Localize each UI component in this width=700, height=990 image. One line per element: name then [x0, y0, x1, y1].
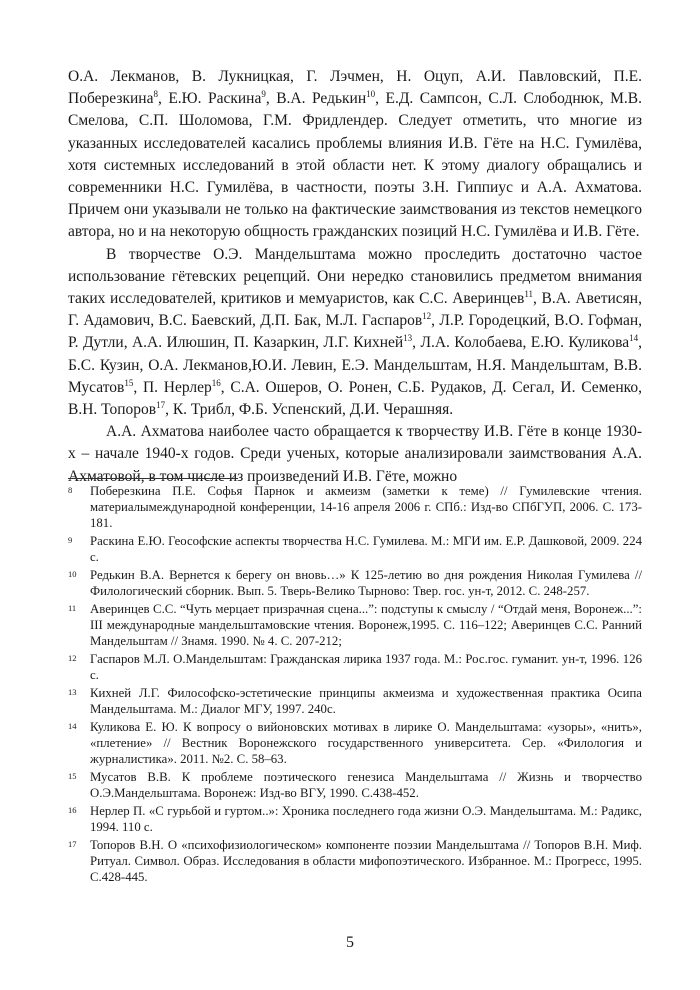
footnote-ref-16[interactable]: 16: [211, 377, 221, 388]
footnotes-section: [68, 484, 642, 888]
text-run: , В.А. Аветисян, Г. Адамович, В.С. Баевский, Д.П. Бак, М.Л. Гаспаров: [68, 290, 642, 330]
footnote-number: 16: [68, 805, 77, 816]
footnote-ref-10[interactable]: 10: [366, 89, 376, 100]
footnote-ref-9[interactable]: 9: [261, 89, 266, 100]
text-run: , Е.Ю. Раскина: [157, 90, 262, 108]
footnote-text: Куликова Е. Ю. К вопросу о вийоновских мотивах в лирике О. Мандельштама: «узоры», «нить», «плетение» // Вестник Воронежского государственного университета. Сер. «Филология и журналистика». 2011. №2. С. 58–63.: [90, 720, 642, 766]
footnote-number: 9: [68, 534, 73, 545]
text-run: , Л.Р. Городецкий, В.О. Гофман, Р. Дутли, А.А. Илюшин, П. Казаркин, Л.Г. Кихней: [68, 312, 642, 352]
footnote-ref-12[interactable]: 12: [422, 311, 432, 322]
text-run: , Л.А. Колобаева, Е.Ю. Куликова: [412, 334, 630, 352]
footnote-number: 10: [68, 568, 77, 579]
paragraph-1: [68, 66, 642, 244]
text-run: , Е.Д. Сампсон, С.Л. Слободнюк, М.В. Смелова, С.П. Шоломова, Г.М. Фридлендер. Следует отметить, что многие из указанных исследователей касались проблемы влияния И.В. Гёте на Н.С. Гумилёва, хотя системных исследований в этой области нет. К этому диалогу обращались и современники Н.С. Гумилёва, в частности, поэты З.Н. Гиппиус и А.А. Ахматова. Причем они указывали не только на фактические заимствования из текстов немецкого автора, но и на некоторую общность гражданских позиций Н.С. Гумилёва и И.В. Гёте.: [68, 90, 643, 241]
footnote-separator: [68, 478, 238, 479]
footnote: [68, 652, 642, 684]
footnote-text: Нерлер П. «С гурьбой и гуртом..»: Хроника последнего года жизни О.Э. Мандельштама. М.: Радикс, 1994. 110 с.: [90, 804, 642, 834]
footnote-ref-15[interactable]: 15: [124, 377, 134, 388]
footnote-text: Кихней Л.Г. Философско-эстетические принципы акмеизма и художественная практика Осипа Мандельштама. М.: Диалог МГУ, 1997. 240с.: [90, 686, 642, 716]
text-run: В творчестве О.Э. Мандельштама можно проследить достаточно частое использование гётевских рецепций. Они нередко становились предметом внимания таких исследователей, критиков и мемуаристов, как С.С. Аверинцев: [68, 245, 642, 308]
footnote-text: Топоров В.Н. О «психофизиологическом» компоненте поэзии Мандельштама // Топоров В.Н. Миф. Ритуал. Символ. Образ. Исследования в области мифопоэтического. Избранное. М.: Прогресс, 1995. С.428-445.: [90, 838, 642, 884]
footnote: [68, 770, 642, 802]
footnote: [68, 484, 642, 531]
footnote-number: 17: [68, 839, 77, 850]
text-run: , К. Трибл, Ф.Б. Успенский, Д.И. Черашняя.: [165, 401, 454, 419]
footnote-number: 15: [68, 771, 77, 782]
footnote: [68, 568, 642, 600]
footnote: [68, 838, 642, 885]
footnote-text: Гаспаров М.Л. О.Мандельштам: Гражданская лирика 1937 года. М.: Рос.гос. гуманит. ун-т, 1996. 126 с.: [90, 651, 642, 682]
footnote-ref-8[interactable]: 8: [153, 89, 158, 100]
footnote-text: Аверинцев С.С. “Чуть мерцает призрачная сцена...”: подступы к смыслу / “Отдай меня, Воронеж...”: III международные мандельштамовские чтения. Воронеж,1995. С. 116–122; Аверинцев С.С. Ранний Мандельштам // Знамя. 1990. № 4. С. 207-212;: [90, 602, 642, 648]
page-number: 5: [346, 934, 354, 951]
footnote-ref-13[interactable]: 13: [403, 333, 413, 344]
footnote-number: 13: [68, 687, 77, 698]
text-run: , Б.С. Кузин, О.А. Лекманов,Ю.И. Левин, Е.Э. Мандельштам, Н.Я. Мандельштам, В.В. Мусатов: [68, 334, 642, 396]
footnote-number: 12: [68, 652, 77, 663]
footnote-number: 14: [68, 721, 77, 732]
text-run: , С.А. Ошеров, О. Ронен, С.Б. Рудаков, Д. Сегал, И. Семенко, В.Н. Топоров: [68, 378, 642, 419]
text-run: , В.А. Редькин: [265, 90, 367, 108]
footnote-ref-11[interactable]: 11: [524, 289, 534, 300]
footnote-number: 11: [68, 603, 77, 614]
text-run: О.А. Лекманов, В. Лукницкая, Г. Лэчмен, Н. Оцуп, А.И. Павловский, П.Е. Поберезкина: [68, 68, 642, 108]
footnote-number: 8: [68, 485, 73, 495]
footnote: [68, 720, 642, 767]
footnote-ref-17[interactable]: 17: [156, 400, 166, 411]
main-text: [68, 66, 642, 488]
paragraph-2: [68, 244, 642, 422]
footnote-text: Редькин В.А. Вернется к берегу он вновь…» К 125-летию во дня рождения Николая Гумилева // Филологический сборник. Вып. 5. Тверь-Велико Тырново: Твер. гос. ун-т, 2012. С. 248-257.: [90, 567, 642, 598]
footnote: [68, 804, 642, 836]
paragraph-3: А.А. Ахматова наиболее часто обращается к творчеству И.В. Гёте в конце 1930-х – начале 1940-х годов. Среди ученых, которые анализировали заимствования А.А. Ахматовой, в том числе из произведений И.В. Гёте, можно: [68, 423, 642, 485]
footnote: [68, 534, 642, 566]
footnote-text: Мусатов В.В. К проблеме поэтического генезиса Мандельштама // Жизнь и творчество О.Э.Мандельштама. Воронеж: Изд-во ВГУ, 1990. С.438-452.: [90, 770, 642, 800]
footnote: [68, 602, 642, 649]
footnote-text: Раскина Е.Ю. Геософские аспекты творчества Н.С. Гумилева. М.: МГИ им. Е.Р. Дашковой, 2009. 224 с.: [90, 533, 642, 564]
footnote-ref-14[interactable]: 14: [629, 333, 639, 344]
footnote: [68, 686, 642, 718]
text-run: , П. Нерлер: [133, 378, 212, 396]
footnote-text: Поберезкина П.Е. Софья Парнок и акмеизм (заметки к теме) // Гумилевские чтения. материалымеждународной конференции, 14-16 апреля 2006 г. СПб.: Изд-во СПбГУП, 2006. С. 173-181.: [90, 484, 642, 530]
